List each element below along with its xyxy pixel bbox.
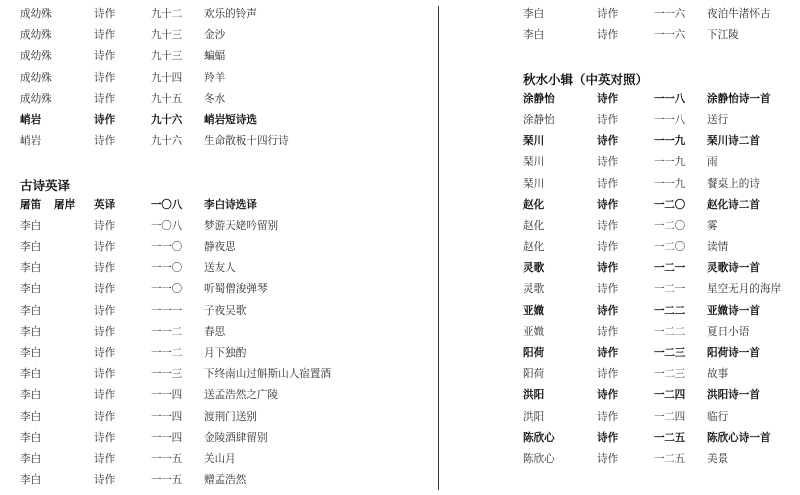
entry-title: 亚媺诗一首 xyxy=(707,304,760,317)
entry-title: 峭岩短诗选 xyxy=(204,113,257,126)
entry-title: 下终南山过斛斯山人宿置酒 xyxy=(204,368,332,381)
entry-type: 诗作 xyxy=(597,8,619,20)
author-name: 洪阳 xyxy=(523,410,545,423)
author-name: 李白 xyxy=(20,389,42,402)
entry-title: 故事 xyxy=(707,368,729,381)
toc-row[interactable] xyxy=(523,343,793,364)
entry-type: 诗作 xyxy=(94,410,116,423)
entry-type: 诗作 xyxy=(597,452,619,465)
page-number: 一二五 xyxy=(654,431,685,444)
toc-row[interactable] xyxy=(523,449,793,470)
entry-type: 英译 xyxy=(94,198,116,211)
entry-title: 赵化诗二首 xyxy=(707,198,760,211)
entry-title: 夜泊牛渚怀古 xyxy=(707,8,771,20)
page-number: 一一四 xyxy=(151,389,182,402)
page-number: 一一〇 xyxy=(151,241,182,254)
page-number: 九十四 xyxy=(151,71,182,84)
page-number: 一二二 xyxy=(654,304,685,317)
author-name: 李白 xyxy=(20,283,42,296)
entry-type: 诗作 xyxy=(94,389,116,402)
left-toc-group-classical xyxy=(20,216,425,491)
page-number: 一一〇 xyxy=(151,262,182,275)
page-number: 一二四 xyxy=(654,389,685,402)
page-number: 九十五 xyxy=(151,92,182,105)
entry-title: 渡荆门送别 xyxy=(204,410,257,423)
toc-row[interactable] xyxy=(523,237,793,258)
toc-row[interactable] xyxy=(523,216,793,237)
toc-row[interactable] xyxy=(20,385,425,406)
toc-row[interactable] xyxy=(20,46,425,67)
page-number: 一〇八 xyxy=(151,198,182,211)
entry-type: 诗作 xyxy=(94,71,116,84)
page-number: 九十二 xyxy=(151,8,182,20)
author-name: 涂静怡 xyxy=(523,113,555,126)
entry-type: 诗作 xyxy=(597,177,619,190)
author-name: 李白 xyxy=(523,8,545,20)
entry-title: 雾 xyxy=(707,219,718,232)
entry-title: 金沙 xyxy=(204,29,226,42)
toc-row[interactable] xyxy=(523,385,793,406)
toc-row[interactable] xyxy=(20,89,425,110)
toc-row[interactable] xyxy=(20,110,425,131)
page-number: 一一四 xyxy=(151,410,182,423)
page-number: 一一二 xyxy=(151,325,182,338)
entry-title: 梦游天姥吟留别 xyxy=(204,219,279,232)
page-number: 一一五 xyxy=(151,474,182,487)
entry-type: 诗作 xyxy=(94,8,116,20)
toc-row[interactable] xyxy=(20,470,425,491)
entry-type: 诗作 xyxy=(597,241,619,254)
page-number: 九十三 xyxy=(151,50,182,63)
page-number: 一一二 xyxy=(151,347,182,359)
spacer xyxy=(20,152,425,173)
author-name: 李白 xyxy=(20,325,42,338)
entry-title: 冬水 xyxy=(204,92,226,105)
toc-row[interactable] xyxy=(523,428,793,449)
page-number: 一二二 xyxy=(654,325,685,338)
toc-row[interactable] xyxy=(523,4,793,25)
entry-title: 李白诗选译 xyxy=(204,198,257,211)
toc-row[interactable] xyxy=(523,110,793,131)
entry-type: 诗作 xyxy=(94,135,116,148)
entry-title: 灵歌诗一首 xyxy=(707,262,760,275)
page-number: 一二三 xyxy=(654,368,685,381)
author-name: 成幼殊 xyxy=(20,92,52,105)
entry-title: 送友人 xyxy=(204,262,236,275)
toc-row[interactable] xyxy=(523,258,793,279)
author-name: 洪阳 xyxy=(523,389,545,402)
page-number: 一二三 xyxy=(654,347,685,359)
author-name: 成幼殊 xyxy=(20,71,52,84)
toc-row[interactable] xyxy=(20,25,425,46)
author-name: 赵化 xyxy=(523,241,545,254)
translator-2: 屠岸 xyxy=(54,198,76,211)
author-name: 成幼殊 xyxy=(20,29,52,42)
author-name: 李白 xyxy=(20,262,42,275)
entry-type: 诗作 xyxy=(94,474,116,487)
author-name: 李白 xyxy=(523,29,545,42)
entry-title: 送孟浩然之广陵 xyxy=(204,389,279,402)
column-divider xyxy=(438,6,439,490)
toc-row[interactable] xyxy=(20,407,425,428)
entry-type: 诗作 xyxy=(597,92,619,105)
page-number: 一一九 xyxy=(654,156,685,169)
entry-type: 诗作 xyxy=(597,135,619,148)
entry-type: 诗作 xyxy=(94,92,116,105)
author-name: 李白 xyxy=(20,410,42,423)
toc-row[interactable] xyxy=(20,4,425,25)
section-title-autumn-water: 秋水小辑（中英对照） xyxy=(523,71,649,87)
entry-title: 关山月 xyxy=(204,452,236,465)
author-name: 琹川 xyxy=(523,177,545,190)
entry-type: 诗作 xyxy=(597,113,619,126)
author-name: 李白 xyxy=(20,474,42,487)
toc-row[interactable] xyxy=(523,89,793,110)
entry-title: 羚羊 xyxy=(204,71,226,84)
entry-type: 诗作 xyxy=(597,283,619,296)
page-number: 一一〇 xyxy=(151,283,182,296)
section-header-row[interactable] xyxy=(20,195,425,216)
toc-row[interactable] xyxy=(523,322,793,343)
toc-row[interactable] xyxy=(20,279,425,300)
entry-type: 诗作 xyxy=(597,198,619,211)
page-number: 一二一 xyxy=(654,283,685,296)
author-name: 赵化 xyxy=(523,219,545,232)
author-name: 李白 xyxy=(20,452,42,465)
author-name: 峭岩 xyxy=(20,135,42,148)
page-number: 一二〇 xyxy=(654,219,685,232)
entry-title: 阳荷诗一首 xyxy=(707,347,760,359)
entry-type: 诗作 xyxy=(597,304,619,317)
entry-title: 月下独酌 xyxy=(204,347,247,359)
page-number: 一一六 xyxy=(654,29,685,42)
page-number: 一一三 xyxy=(151,368,182,381)
spacer xyxy=(523,46,793,67)
entry-title: 静夜思 xyxy=(204,241,236,254)
page-number: 一一八 xyxy=(654,92,685,105)
entry-title: 读情 xyxy=(707,241,729,254)
toc-row[interactable] xyxy=(523,364,793,385)
toc-row[interactable] xyxy=(20,131,425,152)
entry-type: 诗作 xyxy=(94,431,116,444)
toc-row[interactable] xyxy=(523,279,793,300)
author-name: 李白 xyxy=(20,368,42,381)
page-number: 一二四 xyxy=(654,410,685,423)
entry-title: 欢乐的铃声 xyxy=(204,8,257,20)
toc-row[interactable] xyxy=(20,237,425,258)
entry-type: 诗作 xyxy=(94,452,116,465)
entry-title: 洪阳诗一首 xyxy=(707,389,760,402)
author-name: 李白 xyxy=(20,241,42,254)
toc-row[interactable] xyxy=(20,301,425,322)
entry-type: 诗作 xyxy=(597,410,619,423)
entry-type: 诗作 xyxy=(94,283,116,296)
page-number: 一一九 xyxy=(654,135,685,148)
entry-title: 陈欣心诗一首 xyxy=(707,431,771,444)
entry-title: 涂静怡诗一首 xyxy=(707,92,771,105)
author-name: 陈欣心 xyxy=(523,431,555,444)
page-number: 一一四 xyxy=(151,431,182,444)
entry-type: 诗作 xyxy=(94,113,116,126)
toc-row[interactable] xyxy=(20,343,425,364)
toc-row[interactable] xyxy=(20,428,425,449)
entry-title: 蝙蝠 xyxy=(204,50,226,63)
author-name: 涂静怡 xyxy=(523,92,555,105)
author-name: 峭岩 xyxy=(20,113,42,126)
entry-type: 诗作 xyxy=(94,304,116,317)
entry-title: 星空无月的海岸 xyxy=(707,283,782,296)
entry-type: 诗作 xyxy=(94,325,116,338)
author-name: 亚媺 xyxy=(523,325,545,338)
entry-title: 听蜀僧浚弹琴 xyxy=(204,283,268,296)
author-name: 灵歌 xyxy=(523,283,545,296)
toc-row[interactable] xyxy=(20,322,425,343)
entry-title: 送行 xyxy=(707,113,729,126)
entry-title: 生命散板十四行诗 xyxy=(204,135,289,148)
author-name: 成幼殊 xyxy=(20,50,52,63)
toc-row[interactable] xyxy=(523,174,793,195)
entry-type: 诗作 xyxy=(597,219,619,232)
author-name: 亚媺 xyxy=(523,304,545,317)
author-name: 灵歌 xyxy=(523,262,545,275)
page-number: 一一六 xyxy=(654,8,685,20)
entry-title: 春思 xyxy=(204,325,226,338)
author-name: 赵化 xyxy=(523,198,545,211)
toc-row[interactable] xyxy=(523,407,793,428)
toc-row[interactable] xyxy=(523,195,793,216)
entry-type: 诗作 xyxy=(94,262,116,275)
entry-type: 诗作 xyxy=(94,29,116,42)
entry-title: 金陵酒肆留别 xyxy=(204,431,268,444)
entry-title: 子夜吴歌 xyxy=(204,304,247,317)
author-name: 李白 xyxy=(20,304,42,317)
toc-row[interactable] xyxy=(523,131,793,152)
entry-title: 下江陵 xyxy=(707,29,739,42)
page-number: 一一五 xyxy=(151,452,182,465)
page-number: 一二〇 xyxy=(654,241,685,254)
author-name: 成幼殊 xyxy=(20,8,52,20)
author-name: 李白 xyxy=(20,431,42,444)
toc-row[interactable] xyxy=(20,449,425,470)
right-toc-group-top xyxy=(523,4,793,46)
translator-1: 屠笛 xyxy=(20,198,42,211)
right-column xyxy=(523,4,793,470)
entry-type: 诗作 xyxy=(94,219,116,232)
page-number: 一二五 xyxy=(654,452,685,465)
entry-type: 诗作 xyxy=(94,368,116,381)
toc-row[interactable] xyxy=(523,152,793,173)
entry-type: 诗作 xyxy=(94,347,116,359)
page-number: 九十六 xyxy=(151,113,182,126)
entry-type: 诗作 xyxy=(597,262,619,275)
toc-row[interactable] xyxy=(20,216,425,237)
toc-row[interactable] xyxy=(20,68,425,89)
entry-title: 临行 xyxy=(707,410,729,423)
toc-row[interactable] xyxy=(523,301,793,322)
page-number: 九十六 xyxy=(151,135,182,148)
right-toc-group-autumn-water xyxy=(523,89,793,470)
author-name: 陈欣心 xyxy=(523,452,555,465)
page-number: 九十三 xyxy=(151,29,182,42)
page-number: 一一八 xyxy=(654,113,685,126)
entry-type: 诗作 xyxy=(597,325,619,338)
entry-title: 夏日小语 xyxy=(707,325,750,338)
entry-type: 诗作 xyxy=(597,29,619,42)
page-number: 一一一 xyxy=(151,304,182,317)
entry-title: 餐桌上的诗 xyxy=(707,177,760,190)
left-toc-group-top xyxy=(20,4,425,152)
author-name: 阳荷 xyxy=(523,347,545,359)
author-name: 李白 xyxy=(20,219,42,232)
entry-title: 赠孟浩然 xyxy=(204,474,247,487)
entry-type: 诗作 xyxy=(597,156,619,169)
toc-row[interactable] xyxy=(523,25,793,46)
page-number: 一二一 xyxy=(654,262,685,275)
entry-title: 琹川诗二首 xyxy=(707,135,760,148)
toc-row[interactable] xyxy=(20,258,425,279)
author-name: 琹川 xyxy=(523,135,545,148)
entry-type: 诗作 xyxy=(94,241,116,254)
page-number: 一〇八 xyxy=(151,219,182,232)
author-name: 李白 xyxy=(20,347,42,359)
left-column xyxy=(20,4,425,491)
author-name: 阳荷 xyxy=(523,368,545,381)
section-title-classical-poetry: 古诗英译 xyxy=(20,177,71,193)
entry-type: 诗作 xyxy=(597,389,619,402)
page-number: 一二〇 xyxy=(654,198,685,211)
entry-type: 诗作 xyxy=(597,368,619,381)
entry-title: 雨 xyxy=(707,156,718,169)
entry-type: 诗作 xyxy=(597,431,619,444)
page-number: 一一九 xyxy=(654,177,685,190)
entry-title: 美景 xyxy=(707,452,729,465)
toc-row[interactable] xyxy=(20,364,425,385)
author-name: 琹川 xyxy=(523,156,545,169)
entry-type: 诗作 xyxy=(597,347,619,359)
entry-type: 诗作 xyxy=(94,50,116,63)
